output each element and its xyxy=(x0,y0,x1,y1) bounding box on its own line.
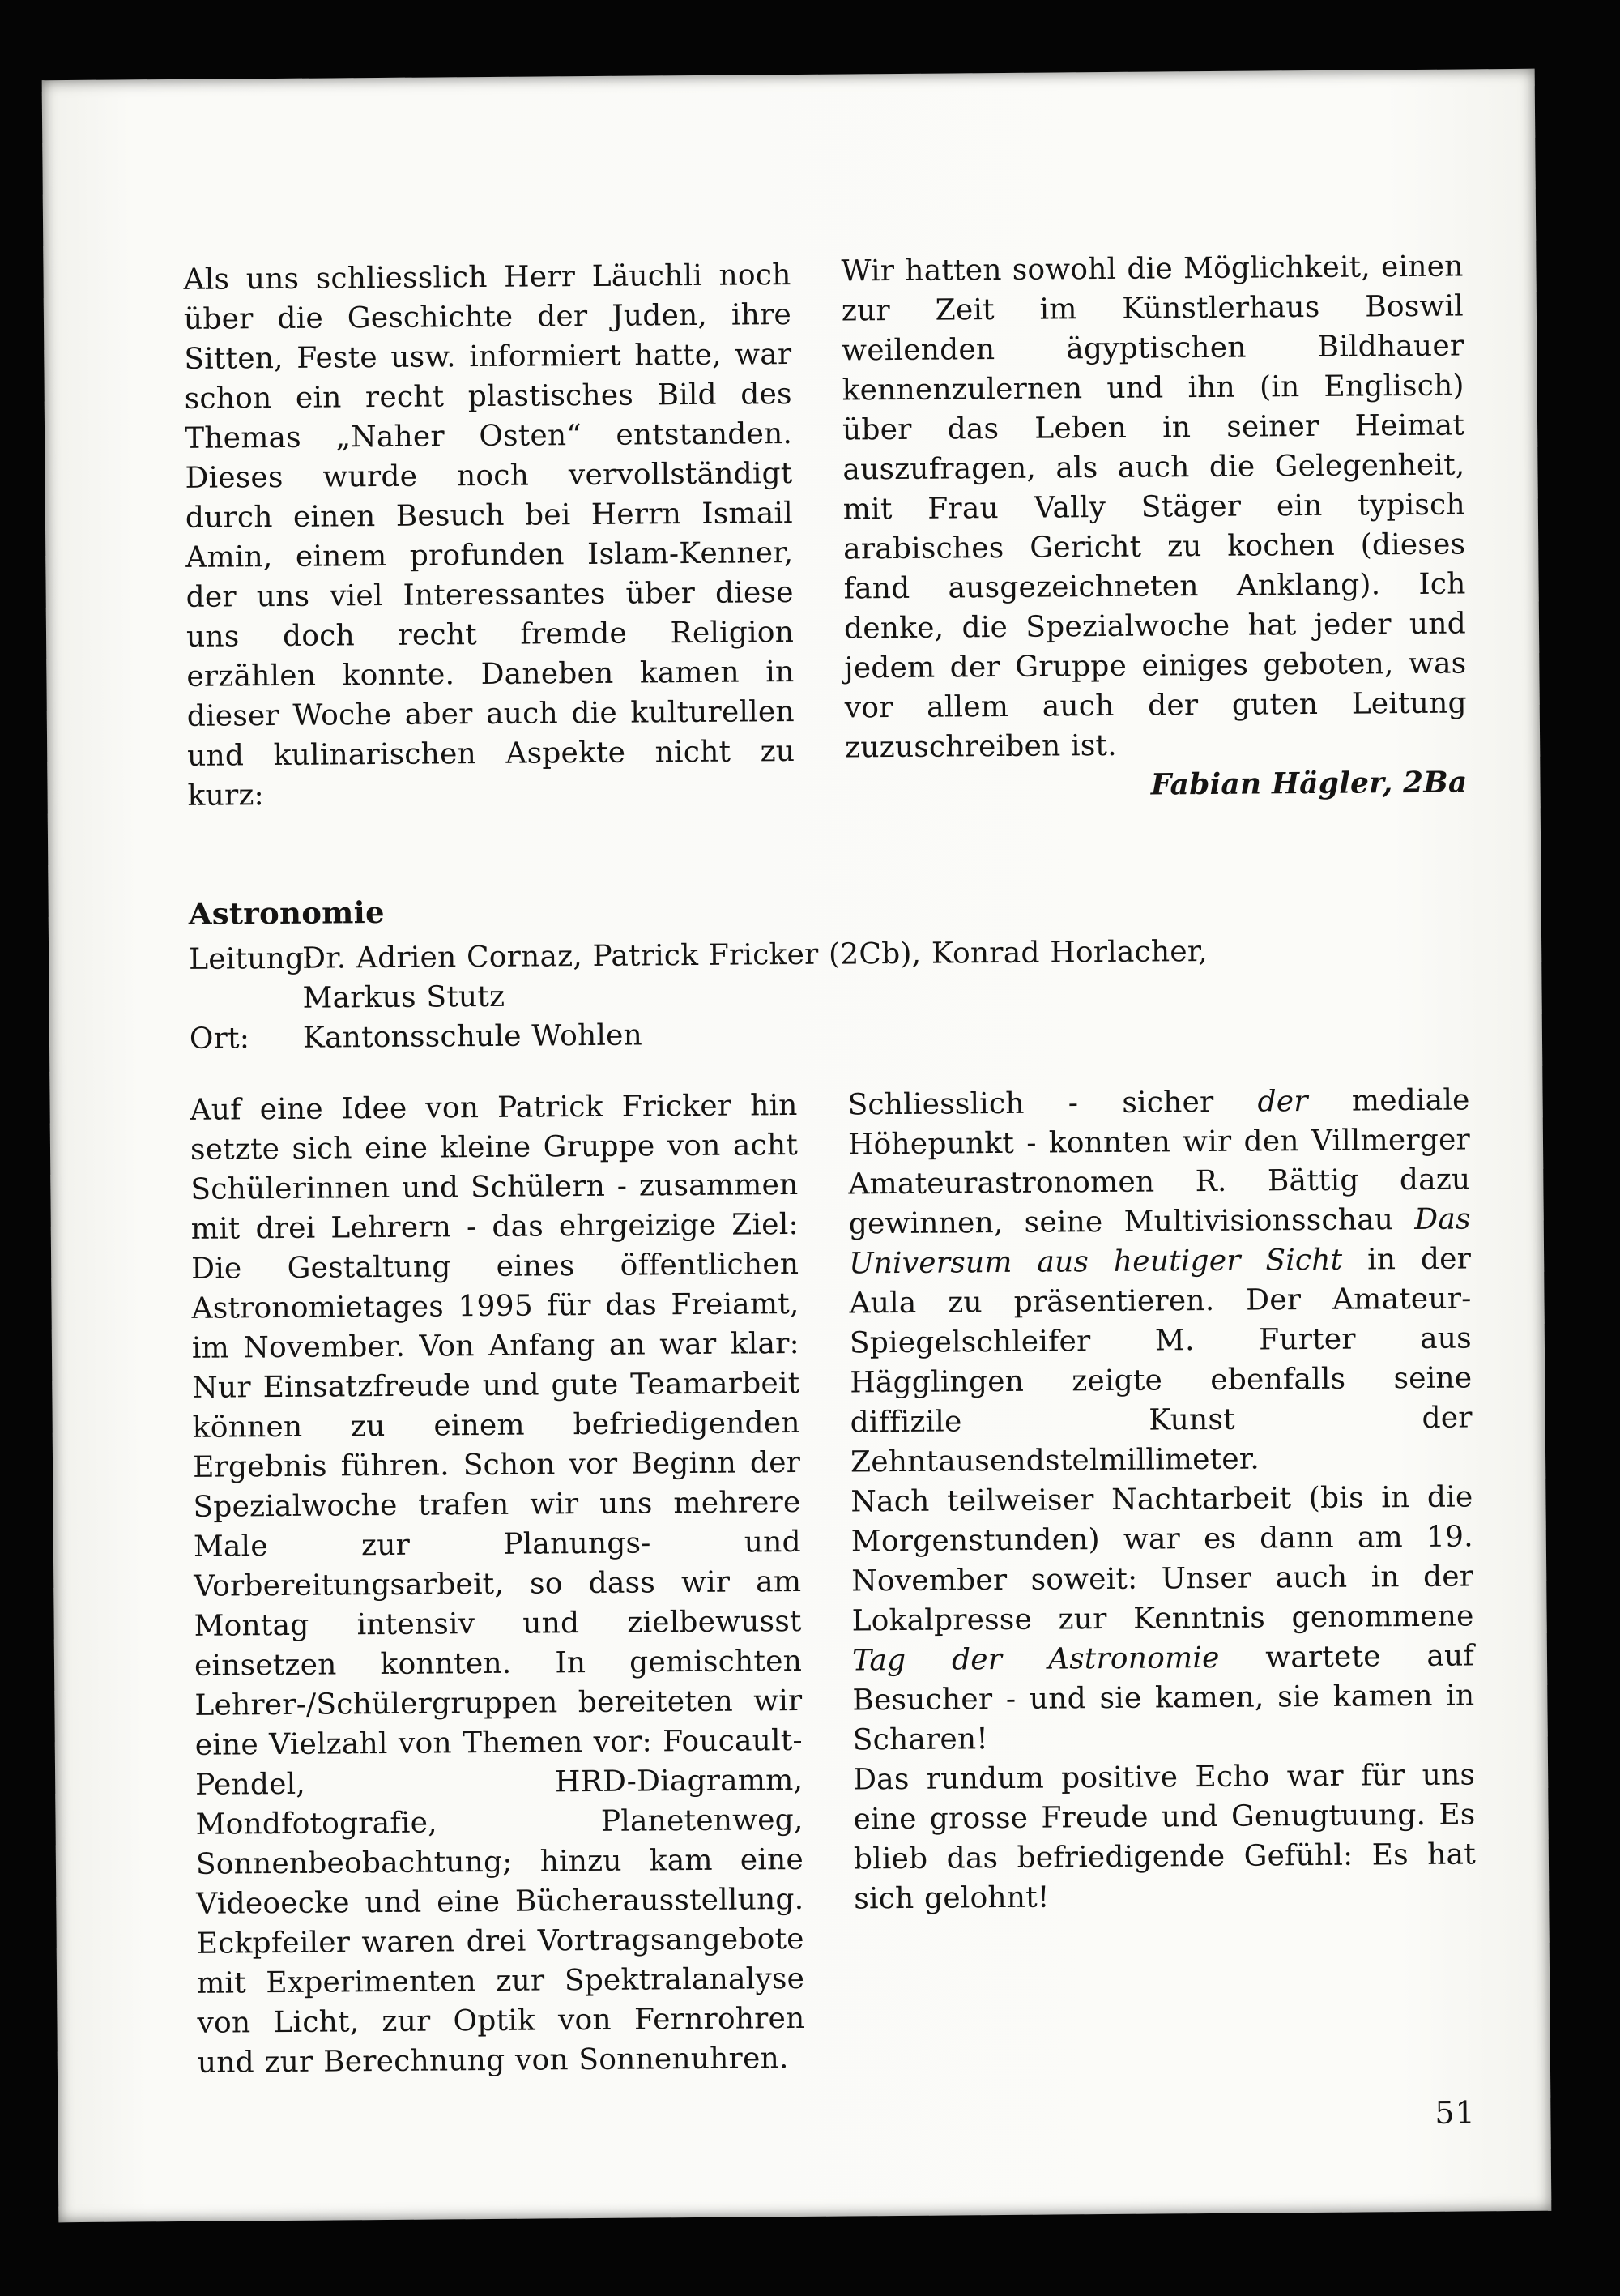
text-run: in der Aula zu präsentieren. Der Amateur-Spiegelschleifer M. Furter aus Hägglingen zeigte ebenfalls seine diffizile Kunst der Zehntausendstelmillimeter. xyxy=(849,1242,1473,1479)
bottom-article-right-column xyxy=(847,1080,1476,1918)
text-run: Schliesslich - sicher xyxy=(847,1085,1258,1122)
paragraph: Wir hatten sowohl die Möglichkeit, einen zur Zeit im Künstlerhaus Boswil weilenden ägyptischen Bildhauer kennenzulernen und ihn (in Englisch) über das Leben in seiner Heimat auszufragen, als auch die Gelegenheit, mit Frau Vally Stäger ein typisch arabisches Gericht zu kochen (dieses fand ausgezeichneten Anklang). Ich denke, die Spezialwoche hat jeder und jedem der Gruppe einiges geboten, was vor allem auch der guten Leitung zuzuschreiben ist. xyxy=(841,250,1467,765)
row-value: Markus Stutz xyxy=(302,979,505,1015)
section-header xyxy=(189,884,1486,1059)
row-label: Leitung: xyxy=(189,941,314,976)
row-label: Ort: xyxy=(189,1022,250,1056)
text-run: Das rundum positive Echo war für uns eine grosse Freude und Genugtuung. Es blieb das befriedigende Gefühl: Es hat sich gelohnt! xyxy=(852,1758,1477,1916)
paragraph: Auf eine Idee von Patrick Fricker hin setzte sich eine kleine Gruppe von acht Schülerinnen und Schülern - zusammen mit drei Lehrern - das ehrgeizige Ziel: Die Gestaltung eines öffentlichen Astronomietages 1995 für das Freiamt, im November. Von Anfang an war klar: Nur Einsatzfreude und gute Teamarbeit können zu einem befriedigenden Ergebnis führen. Schon vor Beginn der Spezialwoche trafen wir uns mehrere Male zur Planungs- und Vorbereitungsarbeit, so dass wir am Montag intensiv und zielbewusst einsetzen konnten. In gemischten Lehrer-/Schülergruppen bereiteten wir eine Vielzahl von Themen vor: Foucault-Pendel, HRD-Diagramm, Mondfotografie, Planetenweg, Sonnenbeobachtung; hinzu kam eine Videoecke und eine Bücherausstellung. Eckpfeiler waren drei Vortragsangebote mit Experimenten zur Spektralanalyse von Licht, zur Optik von Fernrohren und zur Berechnung von Sonnenuhren. xyxy=(190,1088,805,2080)
paper-page xyxy=(42,69,1552,2222)
page-number: 51 xyxy=(1435,2094,1476,2131)
paragraph xyxy=(853,1755,1477,1918)
paragraph xyxy=(850,1477,1475,1760)
row-label xyxy=(189,979,302,1019)
bottom-article-left-column xyxy=(190,1086,805,2083)
text-run: wartete auf Besucher - und sie kamen, sie kamen in Scharen! xyxy=(852,1639,1475,1757)
row-value: Dr. Adrien Cornaz, Patrick Fricker (2Cb), Konrad Horlacher, xyxy=(302,935,1209,975)
paragraph: Als uns schliesslich Herr Läuchli noch über die Geschichte der Juden, ihre Sitten, Feste usw. informiert hatte, war schon ein recht plastisches Bild des Themas „Naher Osten“ entstanden. Dieses wurde noch vervollständigt durch einen Besuch bei Herrn Ismail Amin, einem profunden Islam-Kenner, der uns viel Interessantes über diese uns doch recht fremde Religion erzählen konnte. Daneben kamen in dieser Woche aber auch die kulturellen und kulinarischen Aspekte nicht zu kurz: xyxy=(183,258,795,813)
text-run: Nach teilweiser Nachtarbeit (bis in die Morgenstunden) war es dann am 19. November soweit: Unser auch in der Lokalpresse zur Kenntnis genommene xyxy=(850,1480,1474,1638)
top-article-right-column xyxy=(841,247,1467,808)
italic-text-run: Tag der Astronomie xyxy=(851,1641,1220,1678)
italic-text-run: der xyxy=(1257,1085,1308,1119)
italic-text-run: Das Universum aus heutiger Sicht xyxy=(848,1202,1471,1281)
paragraph xyxy=(847,1080,1473,1482)
author-signature: Fabian Hägler, 2Ba xyxy=(1150,765,1468,802)
text-run: mediale Höhepunkt - konnten wir den Villmerger Amateurastronomen R. Bättig dazu gewinnen, seine Multivisionsschau xyxy=(847,1083,1471,1241)
section-title: Astronomie xyxy=(188,894,386,932)
top-article-left-column xyxy=(183,255,795,816)
row-value: Kantonsschule Wohlen xyxy=(302,1018,643,1055)
